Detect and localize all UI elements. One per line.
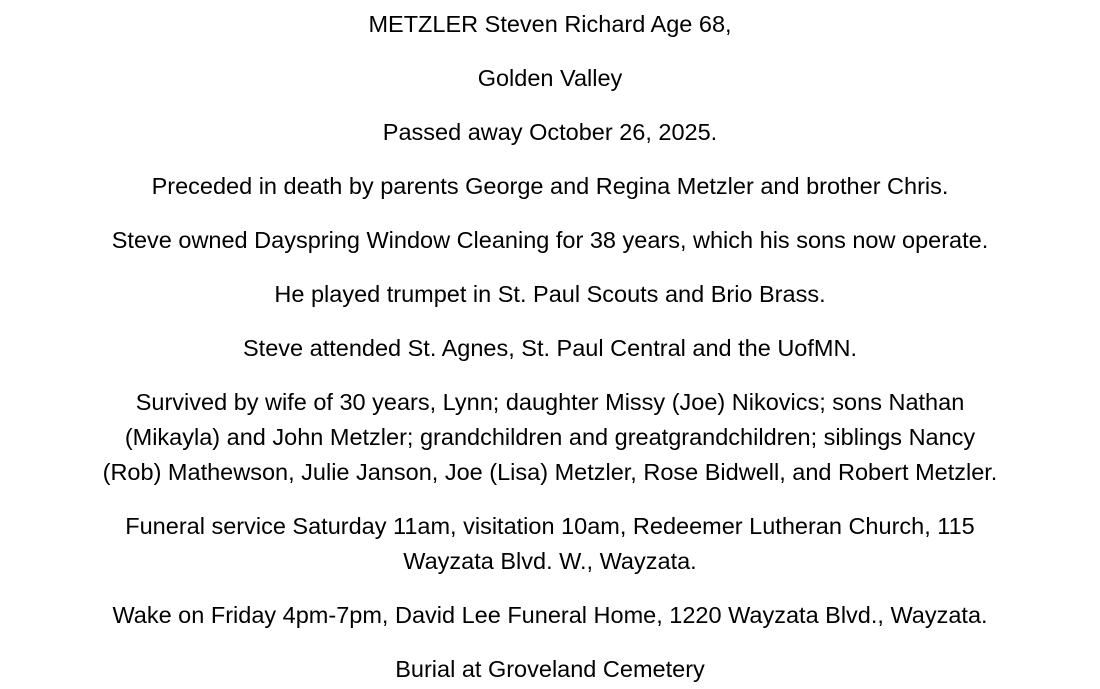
business-line: Steve owned Dayspring Window Cleaning for 38 years, which his sons now operate. xyxy=(111,227,989,253)
passed-paragraph xyxy=(30,115,1070,150)
funeral-line: Wayzata Blvd. W., Wayzata. xyxy=(403,548,697,574)
preceded-paragraph xyxy=(30,169,1070,204)
education-line: Steve attended St. Agnes, St. Paul Central and the UofMN. xyxy=(243,335,857,361)
funeral-paragraph xyxy=(30,509,1070,579)
survived-line: (Mikayla) and John Metzler; grandchildren and greatgrandchildren; siblings Nancy xyxy=(124,424,976,450)
burial-paragraph xyxy=(30,652,1070,687)
music-line: He played trumpet in St. Paul Scouts and Brio Brass. xyxy=(274,281,826,307)
name-age-line: METZLER Steven Richard Age 68, xyxy=(368,11,732,37)
wake-line: Wake on Friday 4pm-7pm, David Lee Funeral Home, 1220 Wayzata Blvd., Wayzata. xyxy=(112,602,988,628)
education-paragraph xyxy=(30,331,1070,366)
burial-line: Burial at Groveland Cemetery xyxy=(395,656,705,682)
survived-line: Survived by wife of 30 years, Lynn; daughter Missy (Joe) Nikovics; sons Nathan xyxy=(135,389,965,415)
preceded-line: Preceded in death by parents George and Regina Metzler and brother Chris. xyxy=(151,173,949,199)
survived-line: (Rob) Mathewson, Julie Janson, Joe (Lisa) Metzler, Rose Bidwell, and Robert Metzler. xyxy=(102,459,998,485)
funeral-line: Funeral service Saturday 11am, visitation 10am, Redeemer Lutheran Church, 115 xyxy=(125,513,975,539)
business-paragraph xyxy=(30,223,1070,258)
city-paragraph xyxy=(30,61,1070,96)
wake-paragraph xyxy=(30,598,1070,633)
city-line: Golden Valley xyxy=(477,65,623,91)
passed-line: Passed away October 26, 2025. xyxy=(382,119,718,145)
obituary-header xyxy=(30,7,1070,42)
survived-paragraph xyxy=(30,385,1070,490)
music-paragraph xyxy=(30,277,1070,312)
